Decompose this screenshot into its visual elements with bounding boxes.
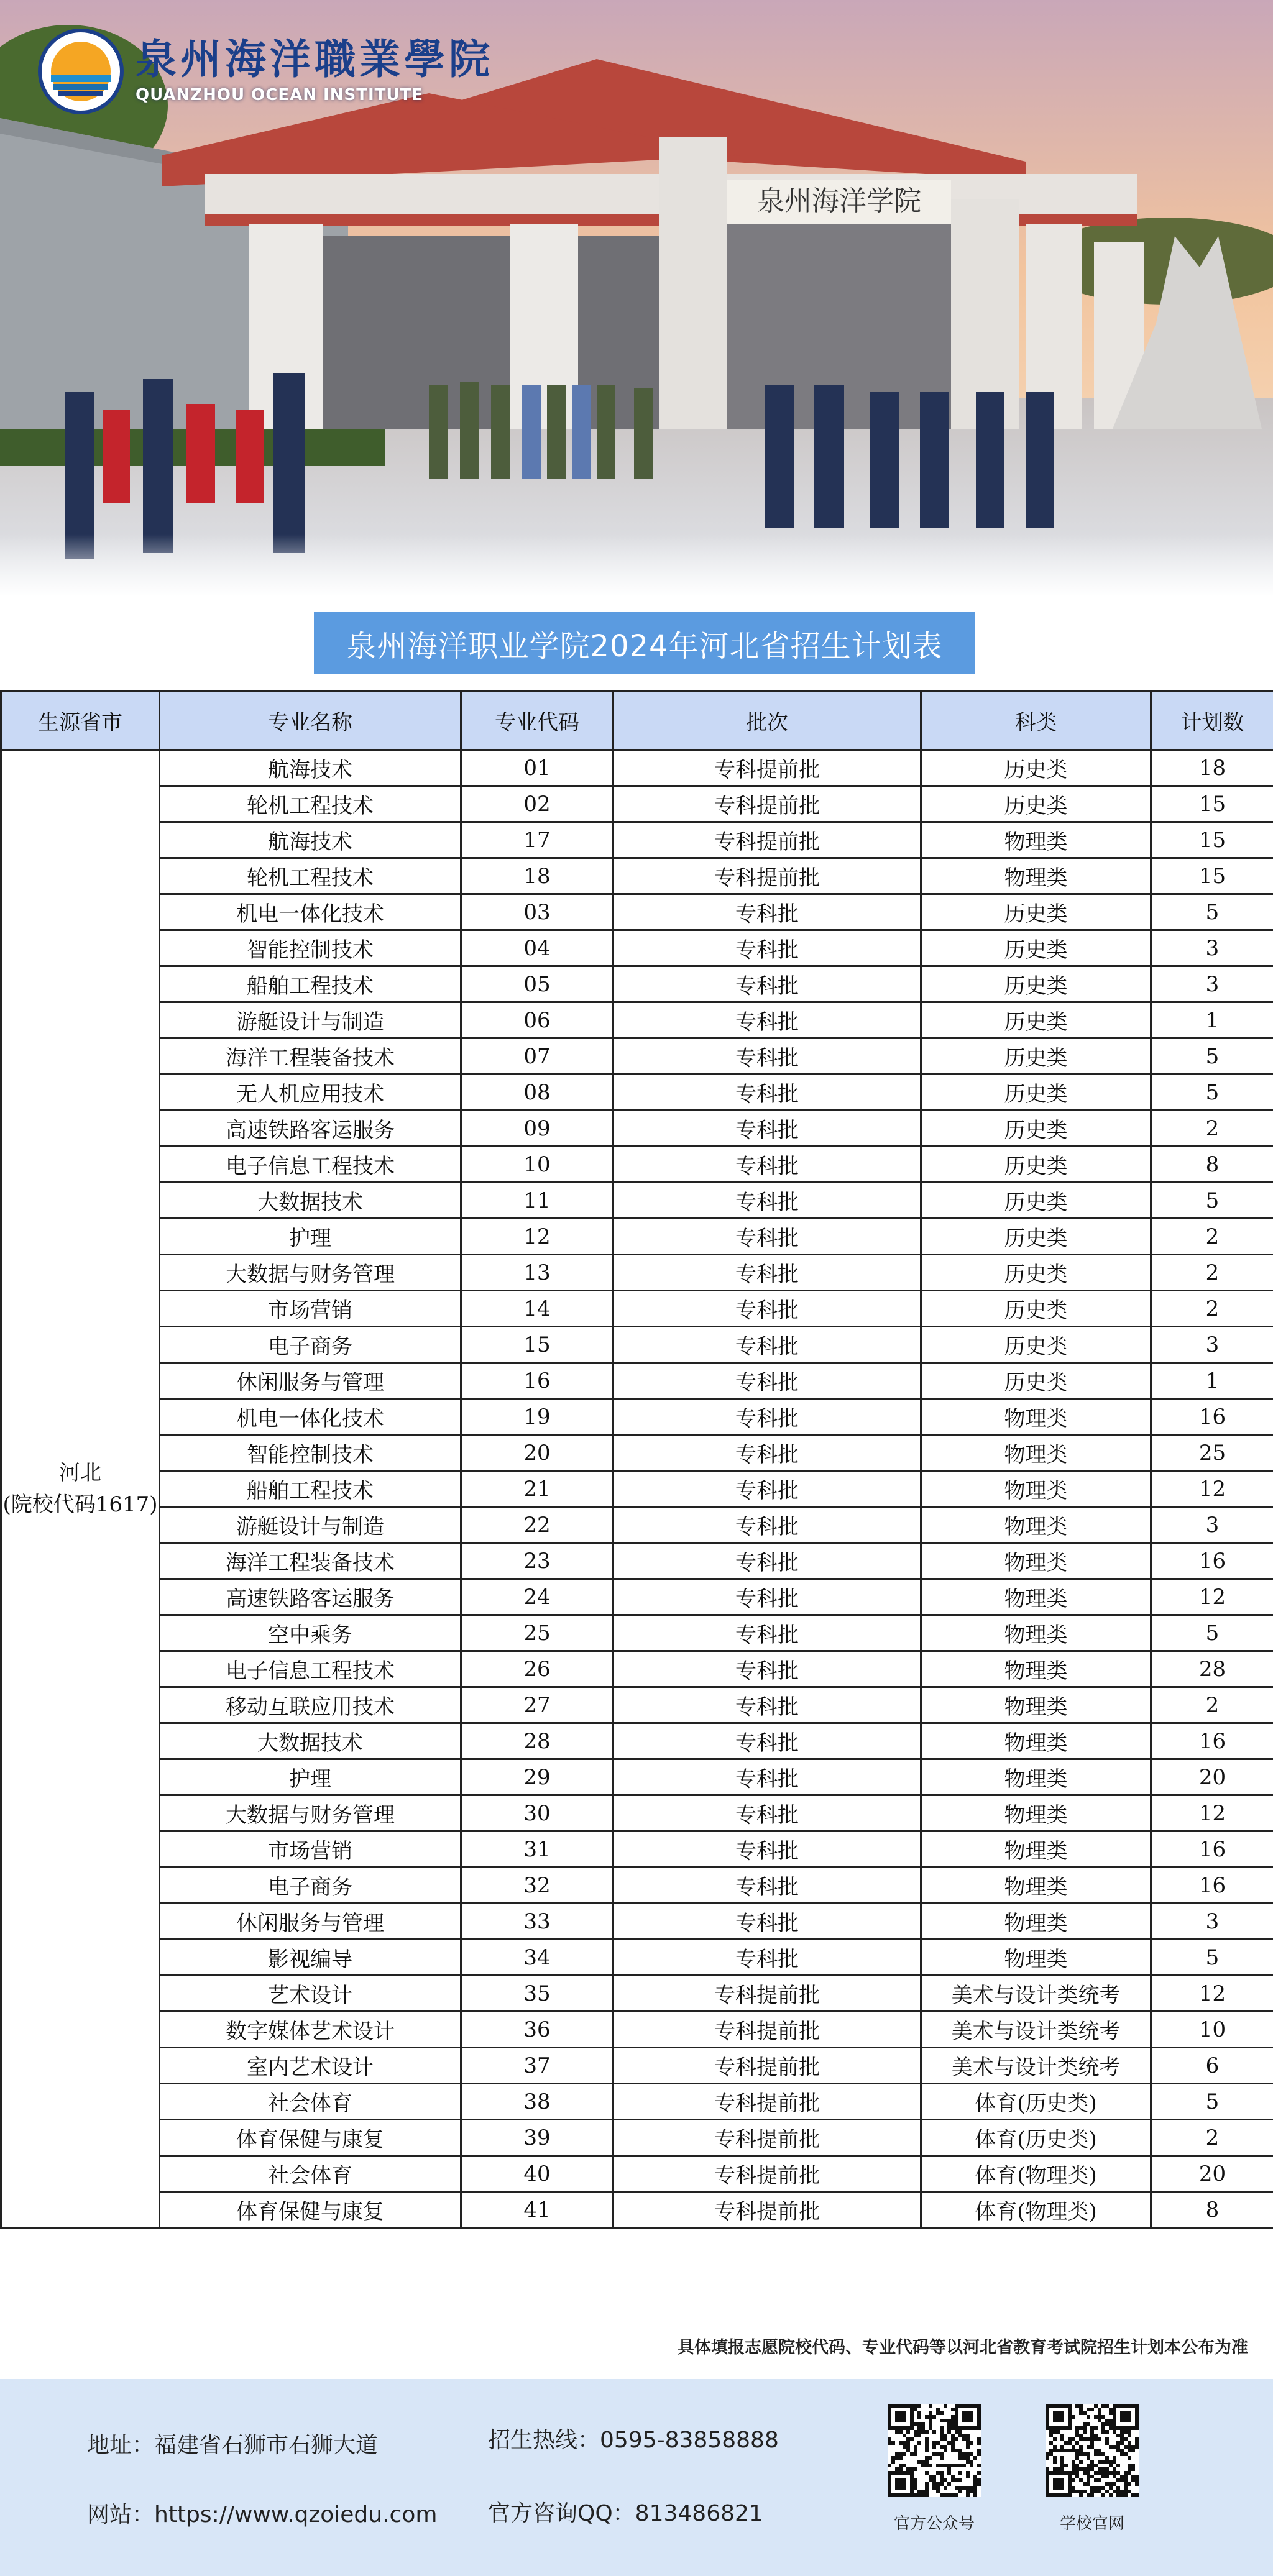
column-header-major: 专业名称 [160,691,461,750]
major-code-cell: 28 [461,1723,614,1759]
category-cell: 历史类 [921,786,1151,822]
major-name-cell: 社会体育 [160,2084,461,2120]
quota-cell: 5 [1151,1075,1273,1111]
column-header-quota: 计划数 [1151,691,1273,750]
qr-code-icon[interactable] [1046,2404,1139,2497]
column-header-category: 科类 [921,691,1151,750]
batch-cell: 专科批 [614,1759,921,1795]
batch-cell: 专科批 [614,1147,921,1183]
major-code-cell: 01 [461,750,614,786]
category-cell: 物理类 [921,1399,1151,1435]
batch-cell: 专科批 [614,1651,921,1687]
quota-cell: 15 [1151,786,1273,822]
category-cell: 美术与设计类统考 [921,2048,1151,2084]
major-code-cell: 40 [461,2156,614,2192]
quota-cell: 3 [1151,1327,1273,1363]
category-cell: 体育(物理类) [921,2156,1151,2192]
school-logo [37,28,494,115]
table-body [1,750,1273,2228]
major-name-cell: 影视编导 [160,1940,461,1976]
batch-cell: 专科批 [614,1904,921,1940]
major-code-cell: 20 [461,1435,614,1471]
table-row [1,1327,1273,1363]
batch-cell: 专科提前批 [614,858,921,894]
logo-english-name: QUANZHOU OCEAN INSTITUTE [136,86,423,104]
major-name-cell: 艺术设计 [160,1976,461,2012]
major-name-cell: 轮机工程技术 [160,786,461,822]
table-row [1,1976,1273,2012]
major-code-cell: 16 [461,1363,614,1399]
category-cell: 美术与设计类统考 [921,2012,1151,2048]
batch-cell: 专科批 [614,1543,921,1579]
batch-cell: 专科批 [614,1831,921,1868]
table-row [1,1471,1273,1507]
major-name-cell: 轮机工程技术 [160,858,461,894]
major-code-cell: 30 [461,1795,614,1831]
major-name-cell: 护理 [160,1219,461,1255]
batch-cell: 专科提前批 [614,2012,921,2048]
major-code-cell: 35 [461,1976,614,2012]
quota-cell: 8 [1151,1147,1273,1183]
contact-footer [0,2379,1273,2576]
batch-cell: 专科提前批 [614,2084,921,2120]
table-row [1,1831,1273,1868]
batch-cell: 专科批 [614,1687,921,1723]
table-row [1,822,1273,858]
category-cell: 物理类 [921,1831,1151,1868]
batch-cell: 专科批 [614,1615,921,1651]
quota-cell: 5 [1151,894,1273,930]
batch-cell: 专科批 [614,1868,921,1904]
province-school-code: (院校代码1617) [2,1492,158,1517]
quota-cell: 20 [1151,2156,1273,2192]
major-code-cell: 19 [461,1399,614,1435]
address-text: 地址：福建省石狮市石狮大道 [87,2432,379,2458]
major-code-cell: 10 [461,1147,614,1183]
category-cell: 体育(历史类) [921,2120,1151,2156]
table-row [1,1543,1273,1579]
footnote: 具体填报志愿院校代码、专业代码等以河北省教育考试院招生计划本公布为准 [678,2338,1248,2357]
major-name-cell: 智能控制技术 [160,1435,461,1471]
website-link[interactable]: 网站：https://www.qzoiedu.com [87,2502,438,2528]
table-row [1,1291,1273,1327]
major-code-cell: 21 [461,1471,614,1507]
province-name: 河北 [59,1460,101,1485]
quota-cell: 3 [1151,930,1273,966]
major-name-cell: 大数据技术 [160,1723,461,1759]
category-cell: 历史类 [921,930,1151,966]
major-name-cell: 电子商务 [160,1868,461,1904]
category-cell: 物理类 [921,1723,1151,1759]
batch-cell: 专科提前批 [614,2156,921,2192]
table-row [1,966,1273,1002]
batch-cell: 专科批 [614,1038,921,1075]
table-row [1,2192,1273,2228]
campus-hero-image [0,0,1273,597]
category-cell: 物理类 [921,1868,1151,1904]
category-cell: 物理类 [921,1543,1151,1579]
major-code-cell: 18 [461,858,614,894]
column-header-province: 生源省市 [1,691,160,750]
quota-cell: 3 [1151,1507,1273,1543]
major-code-cell: 29 [461,1759,614,1795]
major-name-cell: 护理 [160,1759,461,1795]
batch-cell: 专科提前批 [614,2120,921,2156]
batch-cell: 专科批 [614,1219,921,1255]
column-header-batch: 批次 [614,691,921,750]
major-name-cell: 高速铁路客运服务 [160,1579,461,1615]
quota-cell: 16 [1151,1831,1273,1868]
quota-cell: 2 [1151,1255,1273,1291]
table-row [1,1111,1273,1147]
major-code-cell: 06 [461,1002,614,1038]
batch-cell: 专科批 [614,1363,921,1399]
quota-cell: 2 [1151,1111,1273,1147]
table-row [1,1183,1273,1219]
batch-cell: 专科批 [614,1075,921,1111]
major-code-cell: 33 [461,1904,614,1940]
category-cell: 历史类 [921,1038,1151,1075]
major-code-cell: 09 [461,1111,614,1147]
category-cell: 物理类 [921,1795,1151,1831]
major-code-cell: 02 [461,786,614,822]
quota-cell: 18 [1151,750,1273,786]
major-name-cell: 移动互联应用技术 [160,1687,461,1723]
major-name-cell: 电子信息工程技术 [160,1147,461,1183]
major-name-cell: 大数据技术 [160,1183,461,1219]
quota-cell: 5 [1151,1940,1273,1976]
table-row [1,1615,1273,1651]
batch-cell: 专科提前批 [614,2048,921,2084]
major-code-cell: 23 [461,1543,614,1579]
major-name-cell: 大数据与财务管理 [160,1795,461,1831]
batch-cell: 专科批 [614,1940,921,1976]
major-name-cell: 室内艺术设计 [160,2048,461,2084]
major-code-cell: 25 [461,1615,614,1651]
table-row [1,1147,1273,1183]
table-row [1,1219,1273,1255]
batch-cell: 专科批 [614,1255,921,1291]
batch-cell: 专科批 [614,930,921,966]
major-name-cell: 电子商务 [160,1327,461,1363]
table-row [1,750,1273,786]
batch-cell: 专科批 [614,894,921,930]
quota-cell: 6 [1151,2048,1273,2084]
batch-cell: 专科提前批 [614,2192,921,2228]
quota-cell: 5 [1151,1183,1273,1219]
province-cell [1,750,160,2228]
batch-cell: 专科批 [614,1579,921,1615]
major-name-cell: 航海技术 [160,750,461,786]
qq-text: 官方咨询QQ：813486821 [488,2501,763,2526]
major-code-cell: 39 [461,2120,614,2156]
major-code-cell: 05 [461,966,614,1002]
major-name-cell: 高速铁路客运服务 [160,1111,461,1147]
major-code-cell: 03 [461,894,614,930]
table-row [1,2012,1273,2048]
major-name-cell: 市场营销 [160,1831,461,1868]
table-row [1,1868,1273,1904]
table-row [1,1904,1273,1940]
table-row [1,1363,1273,1399]
quota-cell: 5 [1151,1038,1273,1075]
logo-chinese-name: 泉州海洋職業學院 [136,35,494,83]
category-cell: 历史类 [921,1002,1151,1038]
major-name-cell: 游艇设计与制造 [160,1507,461,1543]
category-cell: 物理类 [921,1579,1151,1615]
table-row [1,930,1273,966]
category-cell: 历史类 [921,894,1151,930]
major-code-cell: 41 [461,2192,614,2228]
table-row [1,1651,1273,1687]
batch-cell: 专科批 [614,1723,921,1759]
table-row [1,1435,1273,1471]
quota-cell: 12 [1151,1471,1273,1507]
table-row [1,1687,1273,1723]
school-emblem-icon [37,28,124,115]
major-code-cell: 27 [461,1687,614,1723]
major-name-cell: 电子信息工程技术 [160,1651,461,1687]
batch-cell: 专科提前批 [614,750,921,786]
major-code-cell: 38 [461,2084,614,2120]
title-banner [314,612,975,674]
table-row [1,1759,1273,1795]
major-name-cell: 数字媒体艺术设计 [160,2012,461,2048]
major-name-cell: 智能控制技术 [160,930,461,966]
major-code-cell: 37 [461,2048,614,2084]
table-row [1,2156,1273,2192]
table-row [1,1255,1273,1291]
quota-cell: 2 [1151,2120,1273,2156]
category-cell: 历史类 [921,1075,1151,1111]
table-header [1,691,1273,750]
quota-cell: 12 [1151,1579,1273,1615]
major-code-cell: 13 [461,1255,614,1291]
quota-cell: 5 [1151,1615,1273,1651]
table-row [1,858,1273,894]
category-cell: 历史类 [921,966,1151,1002]
quota-cell: 16 [1151,1868,1273,1904]
quota-cell: 28 [1151,1651,1273,1687]
batch-cell: 专科提前批 [614,822,921,858]
category-cell: 体育(物理类) [921,2192,1151,2228]
major-name-cell: 体育保健与康复 [160,2192,461,2228]
category-cell: 物理类 [921,1471,1151,1507]
batch-cell: 专科批 [614,1399,921,1435]
quota-cell: 1 [1151,1363,1273,1399]
batch-cell: 专科批 [614,1002,921,1038]
major-name-cell: 体育保健与康复 [160,2120,461,2156]
major-code-cell: 07 [461,1038,614,1075]
page-title: 泉州海洋职业学院2024年河北省招生计划表 [346,628,943,664]
quota-cell: 16 [1151,1723,1273,1759]
batch-cell: 专科批 [614,966,921,1002]
category-cell: 物理类 [921,1940,1151,1976]
category-cell: 历史类 [921,1363,1151,1399]
quota-cell: 3 [1151,1904,1273,1940]
category-cell: 物理类 [921,1759,1151,1795]
major-name-cell: 海洋工程装备技术 [160,1543,461,1579]
batch-cell: 专科批 [614,1507,921,1543]
qr-website-label: 学校官网 [1059,2514,1124,2533]
table-row [1,2084,1273,2120]
major-code-cell: 08 [461,1075,614,1111]
column-header-code: 专业代码 [461,691,614,750]
major-name-cell: 无人机应用技术 [160,1075,461,1111]
batch-cell: 专科批 [614,1795,921,1831]
category-cell: 物理类 [921,1904,1151,1940]
quota-cell: 2 [1151,1219,1273,1255]
batch-cell: 专科批 [614,1327,921,1363]
table-row [1,786,1273,822]
major-name-cell: 大数据与财务管理 [160,1255,461,1291]
major-name-cell: 市场营销 [160,1291,461,1327]
category-cell: 体育(历史类) [921,2084,1151,2120]
quota-cell: 12 [1151,1795,1273,1831]
category-cell: 历史类 [921,1111,1151,1147]
category-cell: 历史类 [921,1147,1151,1183]
table-row [1,2120,1273,2156]
qr-official-account-label: 官方公众号 [893,2514,975,2533]
category-cell: 历史类 [921,1255,1151,1291]
category-cell: 物理类 [921,1615,1151,1651]
major-name-cell: 机电一体化技术 [160,1399,461,1435]
category-cell: 历史类 [921,1183,1151,1219]
major-name-cell: 游艇设计与制造 [160,1002,461,1038]
major-code-cell: 12 [461,1219,614,1255]
table-row [1,1002,1273,1038]
quota-cell: 15 [1151,858,1273,894]
category-cell: 物理类 [921,858,1151,894]
batch-cell: 专科批 [614,1471,921,1507]
batch-cell: 专科批 [614,1183,921,1219]
category-cell: 物理类 [921,1687,1151,1723]
gate-plaque: 泉州海洋学院 [757,185,921,217]
major-code-cell: 26 [461,1651,614,1687]
qr-code-icon[interactable] [888,2404,981,2497]
table-row [1,1507,1273,1543]
table-row [1,894,1273,930]
table-row [1,1723,1273,1759]
quota-cell: 3 [1151,966,1273,1002]
table-row [1,2048,1273,2084]
category-cell: 物理类 [921,1507,1151,1543]
major-name-cell: 船舶工程技术 [160,1471,461,1507]
hotline-text: 招生热线：0595-83858888 [488,2427,779,2453]
batch-cell: 专科提前批 [614,786,921,822]
major-code-cell: 14 [461,1291,614,1327]
table-row [1,1038,1273,1075]
major-name-cell: 社会体育 [160,2156,461,2192]
major-name-cell: 航海技术 [160,822,461,858]
batch-cell: 专科批 [614,1111,921,1147]
category-cell: 美术与设计类统考 [921,1976,1151,2012]
quota-cell: 5 [1151,2084,1273,2120]
table-row [1,1399,1273,1435]
quota-cell: 16 [1151,1543,1273,1579]
batch-cell: 专科批 [614,1435,921,1471]
category-cell: 历史类 [921,750,1151,786]
table-row [1,1940,1273,1976]
batch-cell: 专科批 [614,1291,921,1327]
major-name-cell: 海洋工程装备技术 [160,1038,461,1075]
quota-cell: 16 [1151,1399,1273,1435]
major-name-cell: 休闲服务与管理 [160,1904,461,1940]
quota-cell: 2 [1151,1687,1273,1723]
major-code-cell: 17 [461,822,614,858]
category-cell: 物理类 [921,1651,1151,1687]
major-name-cell: 空中乘务 [160,1615,461,1651]
major-code-cell: 34 [461,1940,614,1976]
category-cell: 历史类 [921,1291,1151,1327]
major-code-cell: 22 [461,1507,614,1543]
major-name-cell: 休闲服务与管理 [160,1363,461,1399]
admission-plan-table [0,690,1273,2229]
category-cell: 物理类 [921,822,1151,858]
quota-cell: 20 [1151,1759,1273,1795]
category-cell: 历史类 [921,1219,1151,1255]
table-row [1,1579,1273,1615]
major-name-cell: 船舶工程技术 [160,966,461,1002]
major-code-cell: 24 [461,1579,614,1615]
major-code-cell: 36 [461,2012,614,2048]
major-code-cell: 32 [461,1868,614,1904]
major-code-cell: 15 [461,1327,614,1363]
major-code-cell: 31 [461,1831,614,1868]
quota-cell: 10 [1151,2012,1273,2048]
category-cell: 物理类 [921,1435,1151,1471]
major-code-cell: 04 [461,930,614,966]
quota-cell: 1 [1151,1002,1273,1038]
major-name-cell: 机电一体化技术 [160,894,461,930]
table-row [1,1075,1273,1111]
quota-cell: 8 [1151,2192,1273,2228]
category-cell: 历史类 [921,1327,1151,1363]
quota-cell: 25 [1151,1435,1273,1471]
quota-cell: 15 [1151,822,1273,858]
batch-cell: 专科提前批 [614,1976,921,2012]
quota-cell: 12 [1151,1976,1273,2012]
table-row [1,1795,1273,1831]
quota-cell: 2 [1151,1291,1273,1327]
major-code-cell: 11 [461,1183,614,1219]
